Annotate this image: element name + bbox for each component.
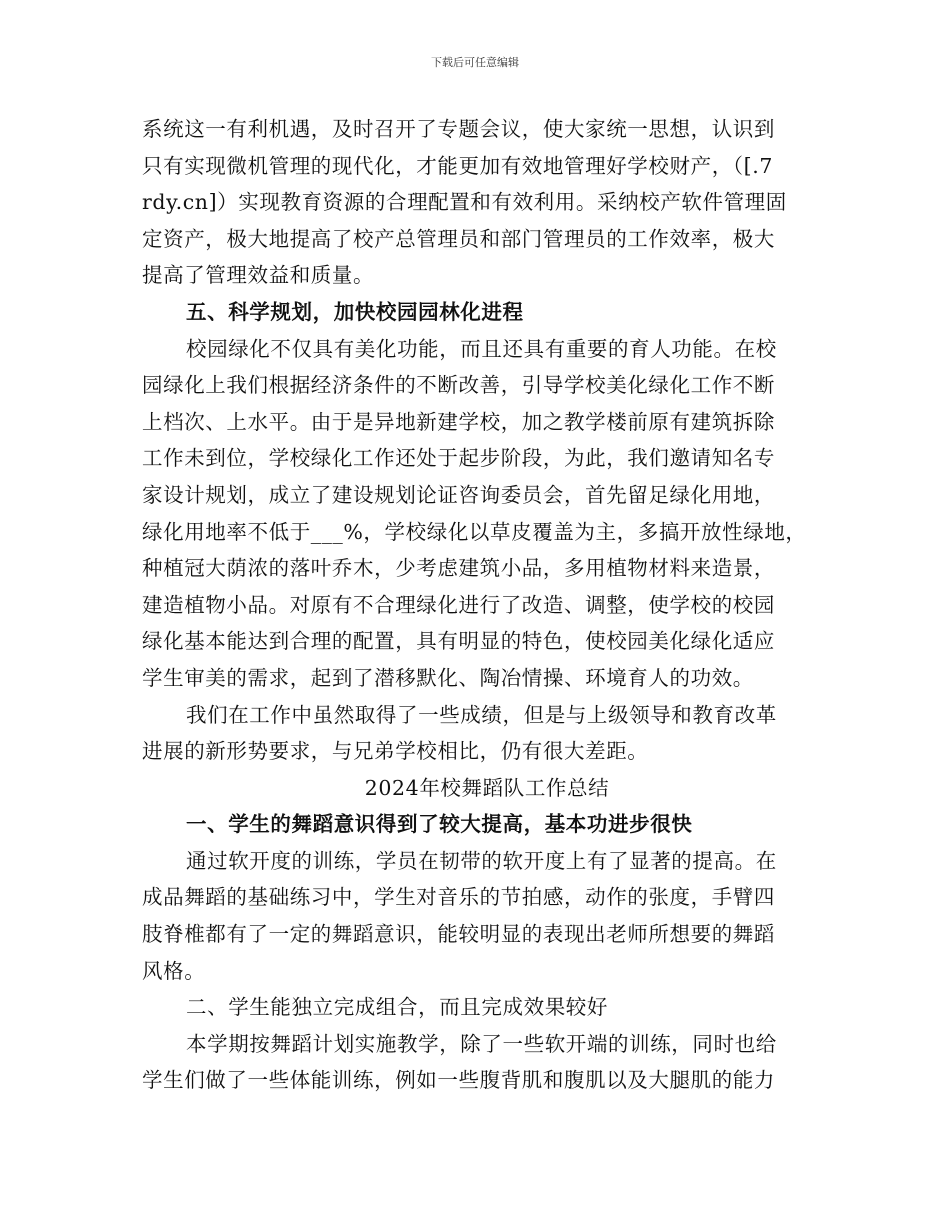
paragraph-line: 成品舞蹈的基础练习中，学生对音乐的节拍感，动作的张度，手臂四 — [142, 885, 775, 910]
paragraph-line: 建造植物小品。对原有不合理绿化进行了改造、调整，使学校的校园 — [142, 592, 775, 617]
paragraph-line: 定资产，极大地提高了校产总管理员和部门管理员的工作效率，极大 — [142, 226, 775, 251]
paragraph-line: 学生审美的需求，起到了潜移默化、陶冶情操、环境育人的功效。 — [142, 665, 754, 690]
paragraph-line: 校园绿化不仅具有美化功能，而且还具有重要的育人功能。在校 — [186, 336, 777, 361]
paragraph-line: rdy.cn]）实现教育资源的合理配置和有效利用。采纳校产软件管理固 — [142, 190, 787, 215]
document-body — [142, 111, 832, 1099]
page-header: 下载后可任意编辑 — [431, 56, 519, 69]
paragraph-line: 绿化基本能达到合理的配置，具有明显的特色，使校园美化绿化适应 — [142, 629, 775, 654]
paragraph-line: 绿化用地率不低于___%，学校绿化以草皮覆盖为主，多搞开放性绿地， — [142, 519, 807, 544]
paragraph-line: 进展的新形势要求，与兄弟学校相比，仍有很大差距。 — [142, 739, 649, 764]
paragraph-line: 家设计规划，成立了建设规划论证咨询委员会，首先留足绿化用地， — [142, 482, 775, 507]
section-heading: 五、科学规划，加快校园园林化进程 — [186, 299, 524, 324]
section-heading: 一、学生的舞蹈意识得到了较大提高，基本功进步很快 — [186, 812, 693, 837]
paragraph-line: 提高了管理效益和质量。 — [142, 263, 375, 288]
paragraph-line: 我们在工作中虽然取得了一些成绩，但是与上级领导和教育改革 — [186, 702, 777, 727]
paragraph-line: 上档次、上水平。由于是异地新建学校，加之教学楼前原有建筑拆除 — [142, 409, 775, 434]
paragraph-line: 二、学生能独立完成组合，而且完成效果较好 — [186, 995, 608, 1020]
paragraph-line: 园绿化上我们根据经济条件的不断改善，引导学校美化绿化工作不断 — [142, 373, 775, 398]
paragraph-line: 通过软开度的训练，学员在韧带的软开度上有了显著的提高。在 — [186, 848, 777, 873]
paragraph-line: 本学期按舞蹈计划实施教学，除了一些软开端的训练，同时也给 — [186, 1031, 777, 1056]
paragraph-line: 工作未到位，学校绿化工作还处于起步阶段，为此，我们邀请知名专 — [142, 446, 775, 471]
paragraph-line: 系统这一有利机遇，及时召开了专题会议，使大家统一思想，认识到 — [142, 117, 775, 141]
paragraph-line: 种植冠大荫浓的落叶乔木，少考虑建筑小品，多用植物材料来造景， — [142, 556, 775, 581]
paragraph-line: 风格。 — [142, 958, 206, 983]
document-title: 2024年校舞蹈队工作总结 — [364, 775, 610, 800]
paragraph-line: 肢脊椎都有了一定的舞蹈意识，能较明显的表现出老师所想要的舞蹈 — [142, 922, 775, 947]
paragraph-line: 只有实现微机管理的现代化，才能更加有效地管理好学校财产，（[.7 — [142, 153, 774, 178]
paragraph-line: 学生们做了一些体能训练，例如一些腹背肌和腹肌以及大腿肌的能力 — [142, 1068, 775, 1093]
